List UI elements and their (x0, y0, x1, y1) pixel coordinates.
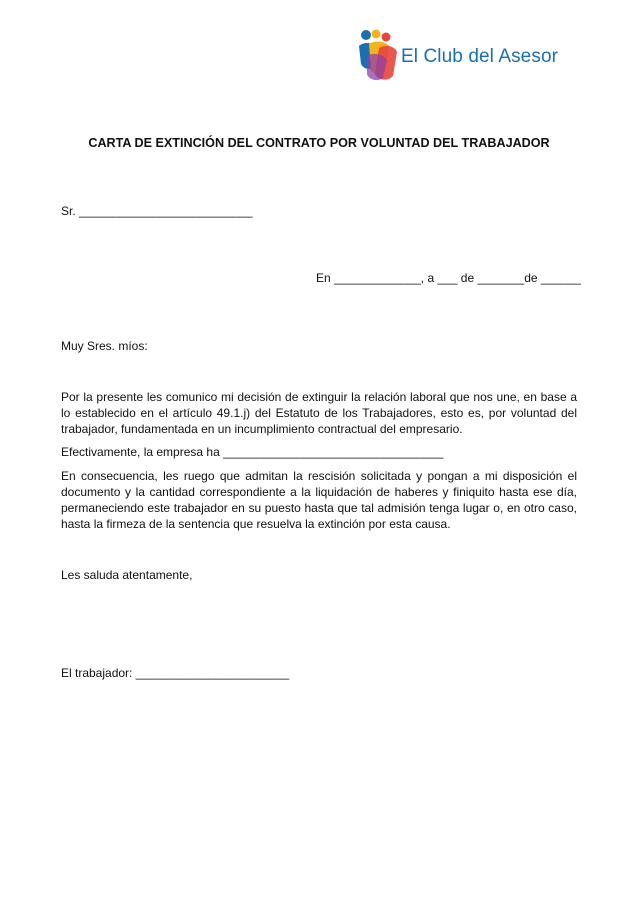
paragraph-decision: Por la presente les comunico mi decisión de extinguir la relación laboral que nos une, en base a lo establecido en el artículo 49.1.j) del Estatuto de los Trabajadores, esto es, por voluntad del trabajador, fundamentada en un incumplimiento contractual del empresario. (61, 390, 577, 436)
recipient-line: Sr. __________________________ (61, 204, 253, 218)
signature-line: El trabajador: _______________________ (61, 666, 290, 680)
closing-line: Les saluda atentamente, (61, 568, 193, 582)
logo-text: El Club del Asesor (401, 46, 559, 67)
paragraph-request: En consecuencia, les ruego que admitan la rescisión solicitada y pongan a mi disposición el documento y la cantidad correspondiente a la liquidación de haberes y finiquito hasta ese día, permaneciendo este trabajador en su puesto hasta que tal admisión tenga lugar o, en otro caso, hasta la firmeza de la sentencia que resuelva la extinción por esta causa. (61, 469, 577, 531)
salutation: Muy Sres. míos: (61, 339, 148, 353)
people-logo-icon (355, 28, 401, 84)
brand-logo (355, 28, 585, 84)
document-title: CARTA DE EXTINCIÓN DEL CONTRATO POR VOLUNTAD DEL TRABAJADOR (88, 136, 550, 150)
date-line: En _____________, a ___ de _______de ______ (316, 271, 581, 285)
paragraph-breach: Efectivamente, la empresa ha _________________________________ (61, 445, 444, 459)
